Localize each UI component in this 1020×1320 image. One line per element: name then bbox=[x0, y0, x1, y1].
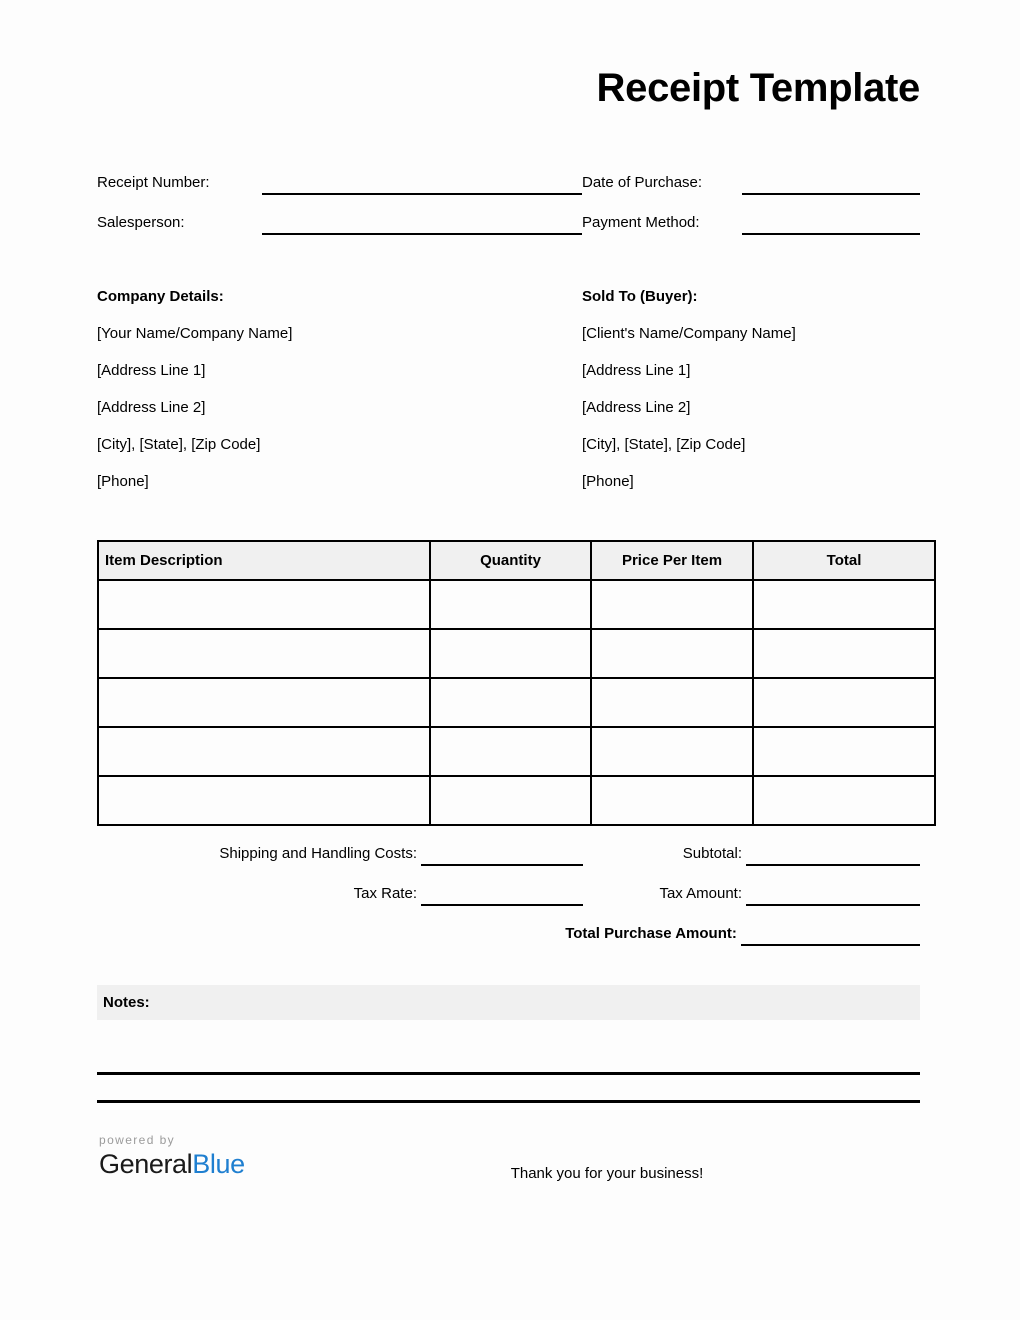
cell-quantity[interactable] bbox=[430, 776, 591, 825]
shipping-handling-label: Shipping and Handling Costs: bbox=[219, 845, 417, 862]
cell-quantity[interactable] bbox=[430, 629, 591, 678]
column-header-item-description: Item Description bbox=[98, 541, 430, 580]
company-line[interactable]: [Address Line 1] bbox=[97, 362, 206, 379]
brand-name-blue: Blue bbox=[192, 1149, 245, 1179]
payment-method-input[interactable] bbox=[742, 212, 920, 235]
cell-item-description[interactable] bbox=[98, 776, 430, 825]
company-line[interactable]: [City], [State], [Zip Code] bbox=[97, 436, 261, 453]
column-header-price-per-item: Price Per Item bbox=[591, 541, 753, 580]
cell-total[interactable] bbox=[753, 580, 935, 629]
receipt-number-field bbox=[97, 172, 582, 195]
buyer-line[interactable]: [City], [State], [Zip Code] bbox=[582, 436, 746, 453]
page-title: Receipt Template bbox=[596, 66, 920, 110]
cell-quantity[interactable] bbox=[430, 678, 591, 727]
page-footer bbox=[97, 1133, 920, 1193]
company-line[interactable]: [Phone] bbox=[97, 473, 149, 490]
receipt-number-input[interactable] bbox=[262, 172, 582, 195]
payment-method-field bbox=[582, 212, 920, 235]
cell-total[interactable] bbox=[753, 776, 935, 825]
company-line[interactable]: [Your Name/Company Name] bbox=[97, 325, 293, 342]
notes-label: Notes: bbox=[103, 993, 150, 1011]
shipping-handling-input[interactable] bbox=[421, 843, 583, 866]
cell-item-description[interactable] bbox=[98, 629, 430, 678]
items-table-body bbox=[98, 580, 935, 825]
brand-name bbox=[99, 1148, 245, 1180]
column-header-quantity: Quantity bbox=[430, 541, 591, 580]
cell-item-description[interactable] bbox=[98, 580, 430, 629]
cell-price-per-item[interactable] bbox=[591, 776, 753, 825]
cell-price-per-item[interactable] bbox=[591, 629, 753, 678]
shipping-handling-field bbox=[97, 843, 583, 866]
salesperson-label: Salesperson: bbox=[97, 214, 185, 231]
items-table-header-row bbox=[98, 541, 935, 580]
cell-price-per-item[interactable] bbox=[591, 727, 753, 776]
cell-item-description[interactable] bbox=[98, 678, 430, 727]
tax-amount-field bbox=[583, 883, 920, 906]
table-row bbox=[98, 580, 935, 629]
date-of-purchase-field bbox=[582, 172, 920, 195]
company-details-block bbox=[97, 287, 582, 492]
cell-price-per-item[interactable] bbox=[591, 678, 753, 727]
thank-you-message: Thank you for your business! bbox=[510, 1165, 704, 1182]
table-row bbox=[98, 727, 935, 776]
salesperson-input[interactable] bbox=[262, 212, 582, 235]
total-purchase-amount-field bbox=[97, 923, 920, 963]
company-details-heading: Company Details: bbox=[97, 288, 224, 305]
cell-total[interactable] bbox=[753, 629, 935, 678]
totals-row bbox=[97, 883, 920, 923]
cell-quantity[interactable] bbox=[430, 727, 591, 776]
totals-section bbox=[97, 843, 920, 963]
items-table-head bbox=[98, 541, 935, 580]
receipt-meta-fields bbox=[97, 172, 920, 252]
total-purchase-amount-input[interactable] bbox=[741, 923, 920, 946]
parties-section bbox=[97, 287, 920, 492]
tax-rate-input[interactable] bbox=[421, 883, 583, 906]
date-of-purchase-label: Date of Purchase: bbox=[582, 174, 703, 191]
cell-item-description[interactable] bbox=[98, 727, 430, 776]
table-row bbox=[98, 678, 935, 727]
receipt-number-label: Receipt Number: bbox=[97, 174, 210, 191]
powered-by-label: powered by bbox=[99, 1133, 176, 1147]
sold-to-buyer-block bbox=[582, 287, 920, 492]
cell-quantity[interactable] bbox=[430, 580, 591, 629]
items-table bbox=[97, 540, 936, 826]
meta-row bbox=[97, 212, 920, 252]
brand-name-general: General bbox=[99, 1149, 193, 1179]
tax-amount-label: Tax Amount: bbox=[659, 885, 742, 902]
buyer-line[interactable]: [Client's Name/Company Name] bbox=[582, 325, 796, 342]
buyer-line[interactable]: [Address Line 2] bbox=[582, 399, 691, 416]
salesperson-field bbox=[97, 212, 582, 235]
buyer-line[interactable]: [Address Line 1] bbox=[582, 362, 691, 379]
cell-price-per-item[interactable] bbox=[591, 580, 753, 629]
subtotal-label: Subtotal: bbox=[682, 845, 742, 862]
notes-write-line-2[interactable] bbox=[97, 1100, 920, 1103]
tax-amount-input[interactable] bbox=[746, 883, 920, 906]
table-row bbox=[98, 776, 935, 825]
total-purchase-amount-label: Total Purchase Amount: bbox=[565, 925, 737, 942]
totals-row bbox=[97, 843, 920, 883]
meta-row bbox=[97, 172, 920, 212]
subtotal-input[interactable] bbox=[746, 843, 920, 866]
notes-band bbox=[97, 985, 920, 1020]
notes-write-line-1[interactable] bbox=[97, 1072, 920, 1075]
column-header-total: Total bbox=[753, 541, 935, 580]
tax-rate-label: Tax Rate: bbox=[353, 885, 417, 902]
date-of-purchase-input[interactable] bbox=[742, 172, 920, 195]
tax-rate-field bbox=[97, 883, 583, 906]
sold-to-buyer-heading: Sold To (Buyer): bbox=[582, 288, 698, 305]
buyer-line[interactable]: [Phone] bbox=[582, 473, 634, 490]
table-row bbox=[98, 629, 935, 678]
cell-total[interactable] bbox=[753, 678, 935, 727]
subtotal-field bbox=[583, 843, 920, 866]
company-line[interactable]: [Address Line 2] bbox=[97, 399, 206, 416]
cell-total[interactable] bbox=[753, 727, 935, 776]
generalblue-logo bbox=[99, 1133, 245, 1180]
payment-method-label: Payment Method: bbox=[582, 214, 700, 231]
